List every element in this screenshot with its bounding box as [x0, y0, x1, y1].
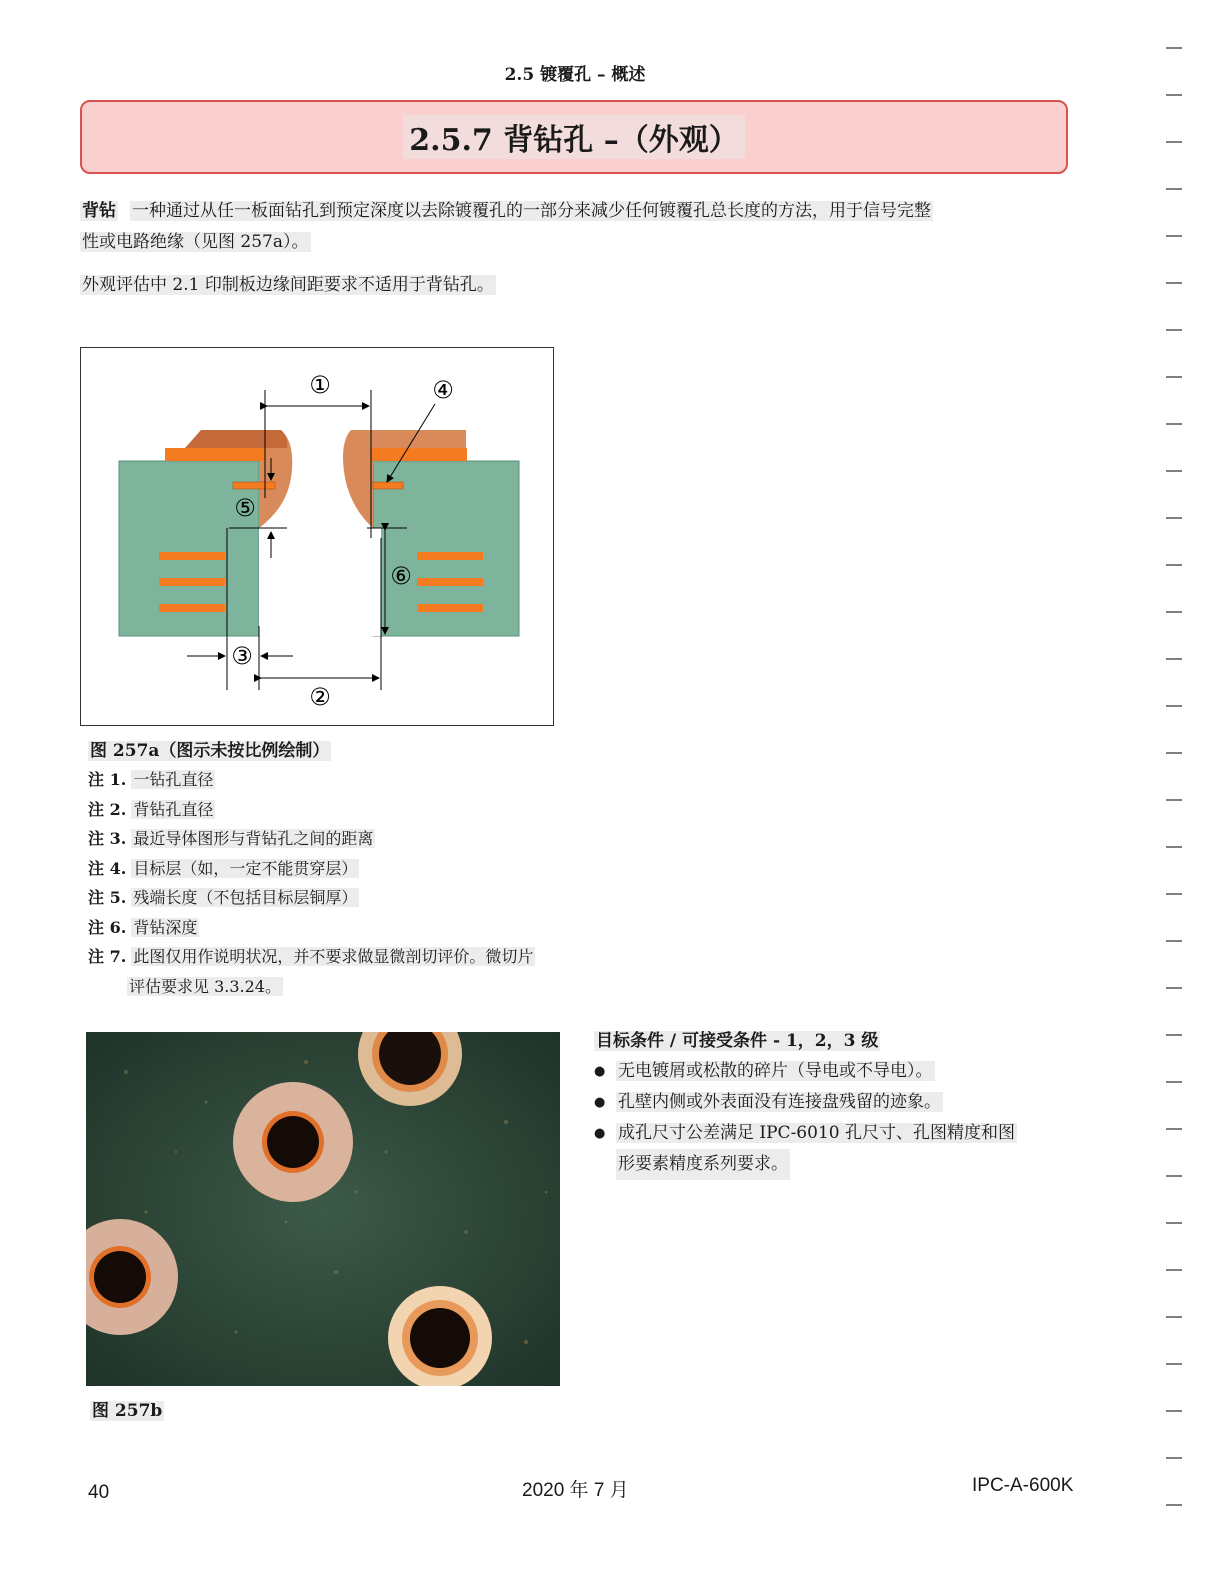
figure-257b-caption: 图 257b — [92, 1401, 163, 1421]
definition-line-1: 一种通过从任一板面钻孔到预定深度以去除镀覆孔的一部分来减少任何镀覆孔总长度的方法，用于信号完整 — [132, 201, 931, 221]
intro-note: 外观评估中 2.1 印制板边缘间距要求不适用于背钻孔。 — [82, 275, 494, 295]
inner-layer — [417, 604, 483, 612]
definition-line-2: 性或电路绝缘（见图 257a）。 — [82, 232, 309, 252]
surface-copper-left — [165, 448, 265, 461]
requirement-item: ● 成孔尺寸公差满足 IPC-6010 孔尺寸、孔图精度和图 形要素精度系列要求。 — [594, 1118, 1084, 1180]
target-layer-right — [373, 482, 403, 489]
target-layer-left — [233, 482, 275, 489]
inner-layer — [159, 604, 225, 612]
callout-1: ① — [309, 371, 331, 399]
note-3: 注 3. 最近导体图形与背钻孔之间的距离 — [88, 829, 374, 848]
inner-layer — [417, 578, 483, 586]
note-5: 注 5. 残端长度（不包括目标层铜厚） — [88, 888, 358, 907]
figure-257b-photo — [86, 1032, 560, 1386]
callout-3: ③ — [231, 642, 253, 670]
requirement-item: ● 孔壁内侧或外表面没有连接盘残留的迹象。 — [594, 1087, 1084, 1118]
callout-5: ⑤ — [234, 494, 256, 522]
requirements-list — [594, 1056, 1084, 1180]
surface-copper-right — [371, 448, 467, 461]
callout-4: ④ — [432, 376, 454, 404]
note-1: 注 1. 一钻孔直径 — [88, 770, 214, 789]
definition-paragraph — [80, 196, 1072, 258]
note-7-continuation: 评估要求见 3.3.24。 — [129, 977, 281, 996]
backdrill-hole-photo — [86, 1032, 560, 1386]
note-7: 注 7. 此图仅用作说明状况，并不要求做显微剖切评价。微切片 — [88, 947, 534, 966]
figure-257a-caption: 图 257a（图示未按比例绘制） — [90, 741, 330, 761]
section-title-box — [80, 100, 1068, 174]
page-number: 40 — [88, 1482, 110, 1503]
inner-layer — [159, 578, 225, 586]
backdrill-cross-section — [81, 348, 552, 724]
note-4: 注 4. 目标层（如，一定不能贯穿层） — [88, 859, 358, 878]
footer-doc-id: IPC-A-600K — [972, 1475, 1074, 1496]
definition-term: 背钻 — [82, 201, 116, 221]
acceptance-requirements — [594, 1026, 1084, 1180]
figure-257a-diagram — [80, 347, 554, 726]
binding-edge-marks — [1154, 0, 1224, 1584]
footer-date: 2020 年 7 月 — [522, 1480, 629, 1501]
note-2: 注 2. 背钻孔直径 — [88, 800, 214, 819]
requirements-title: 目标条件 / 可接受条件 - 1，2，3 级 — [596, 1031, 879, 1051]
requirement-item: ● 无电镀屑或松散的碎片（导电或不导电）。 — [594, 1056, 1084, 1087]
section-title: 2.5.7 背钻孔 –（外观） — [403, 115, 744, 159]
requirement-item-continuation: 形要素精度系列要求。 — [616, 1149, 790, 1180]
note-6: 注 6. 背钻深度 — [88, 918, 198, 937]
inner-layer — [417, 552, 483, 560]
running-head: 2.5 镀覆孔 – 概述 — [504, 65, 646, 85]
callout-2: ② — [309, 683, 331, 711]
callout-6: ⑥ — [390, 562, 412, 590]
inner-layer — [159, 552, 225, 560]
